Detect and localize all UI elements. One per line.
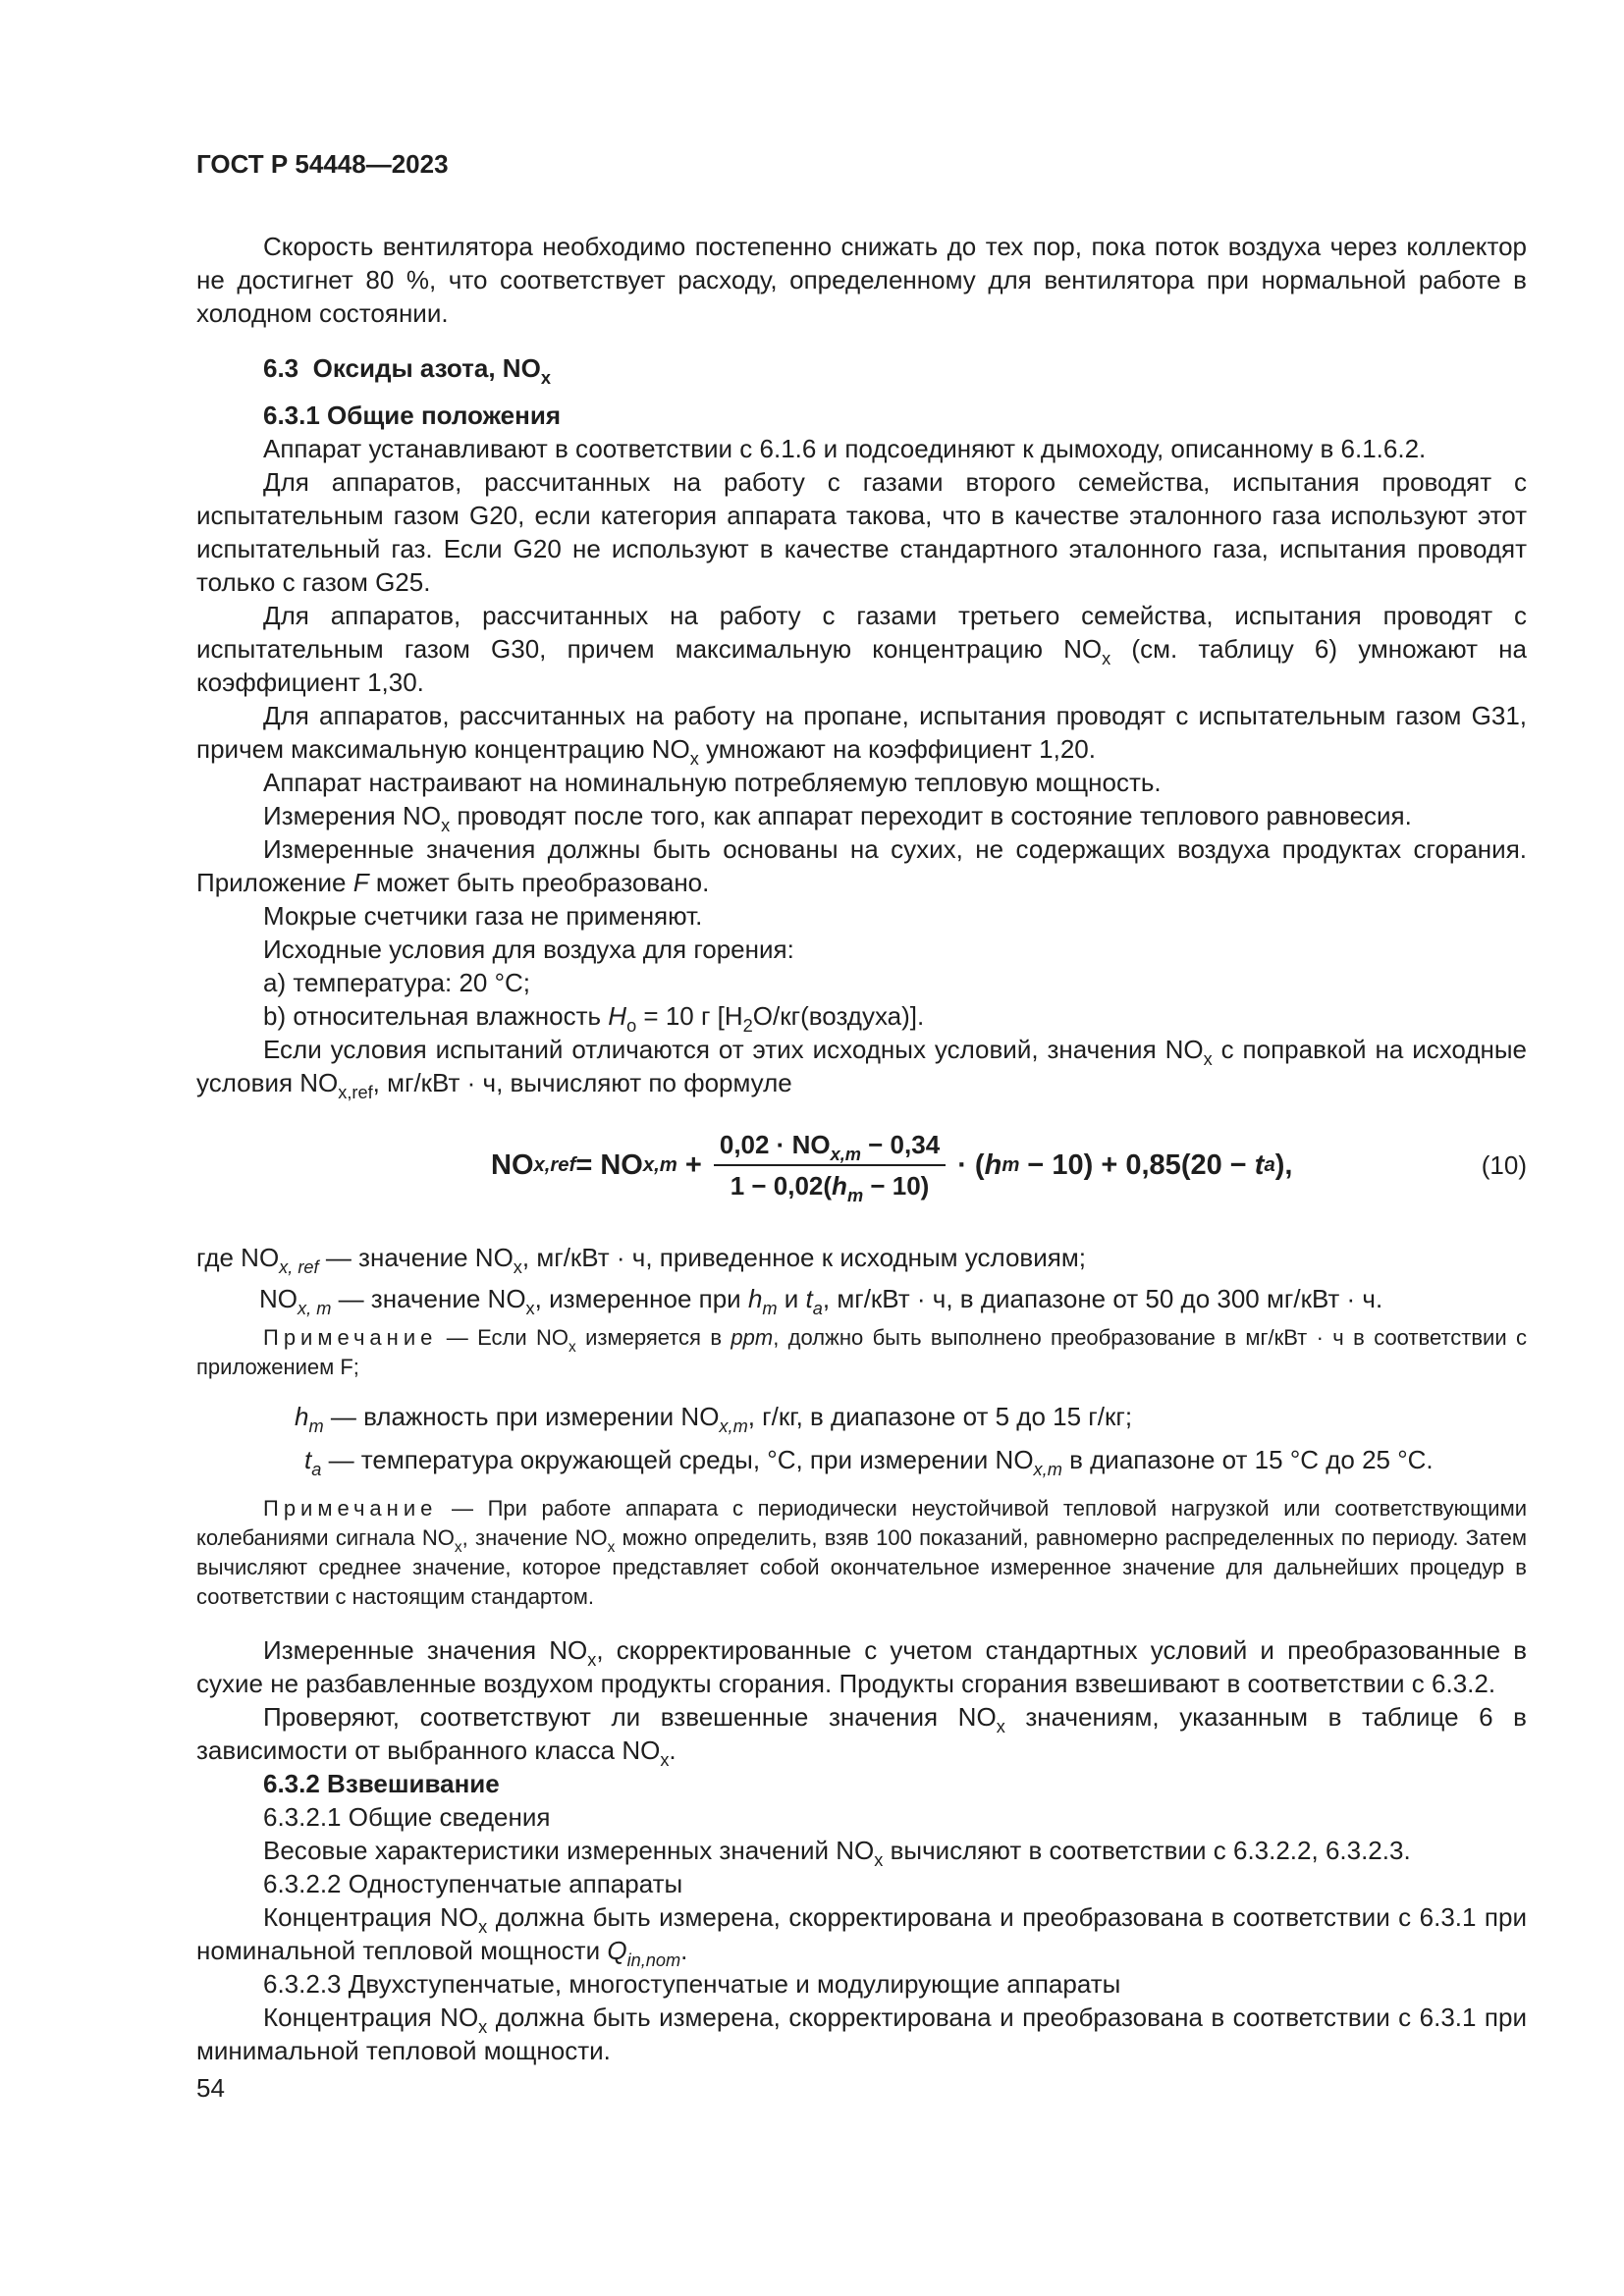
heading-6-3-1: 6.3.1 Общие положения <box>263 400 561 430</box>
paragraph-3: Для аппаратов, рассчитанных на работу с газами третьего семейства, испытания проводят с испытательным газом G30, причем максимальную концентрацию $NO_x$ (см. таблицу 6) умножают на коэффициент 1,30. <box>196 601 1527 697</box>
heading-6-3-2-1: 6.3.2.1 Общие сведения <box>263 1802 551 1832</box>
formula-number: (10) <box>1481 1150 1527 1180</box>
paragraph-7: Измеренные значения должны быть основаны на сухих, не содержащих воздуха продуктах сгорания. Приложение F может быть преобразовано. <box>196 834 1527 897</box>
paragraph-intro: Скорость вентилятора необходимо постепенно снижать до тех пор, пока поток воздуха через коллектор не достигнет 80 %, что соответствует расходу, определенному для вентилятора при нормальной работе в холодном состоянии. <box>196 232 1527 328</box>
paragraph-15: Весовые характеристики измеренных значений $NO_x$ вычисляют в соответствии с 6.3.2.2, 6.3.2.3. <box>263 1836 1411 1870</box>
paragraph-17: Концентрация $NO_x$ должна быть измерена, скорректирована и преобразована в соответствии с 6.3.1 при минимальной тепловой мощности. <box>196 2002 1527 2065</box>
note-2: Примечание — При работе аппарата с периодически неустойчивой тепловой нагрузкой или соответствующими колебаниями сигнала $NO_x$, значение $NO_x$ можно определить, взяв 100 показаний, равномерно распределенных по периоду. Затем вычисляют среднее значение, которое представляет собой окончательное измеренное значение для дальнейших процедур в соответствии с настоящим стандартом. <box>196 1496 1527 1609</box>
paragraph-8: Мокрые счетчики газа не применяют. <box>263 901 703 931</box>
heading-6-3-2-3: 6.3.2.3 Двухступенчатые, многоступенчатые и модулирующие аппараты <box>263 1969 1121 1999</box>
paragraph-2: Для аппаратов, рассчитанных на работу с газами второго семейства, испытания проводят с испытательным газом G20, если категория аппарата такова, что в качестве эталонного газа используют этот испытательный газ. Если G20 не используют в качестве стандартного эталонного газа, испытания проводят только с газом G25. <box>196 467 1527 597</box>
heading-6-3: 6.3 Оксиды азота, $NO_x$ <box>263 353 551 388</box>
note-1: Примечание — Если $NO_x$ измеряется в ppm, должно быть выполнено преобразование в мг/кВт · ч в соответствии с приложением F; <box>196 1325 1527 1379</box>
paragraph-1: Аппарат устанавливают в соответствии с 6.1.6 и подсоединяют к дымоходу, описанному в 6.1.6.2. <box>263 434 1427 463</box>
formula-expression: NO x,ref = NO x,m + $\frac{0,02 \cdot NO_{x,m} - 0,34}{1 - 0,02(h_m - 10)}$ · ( h m − 10) + 0,85(20 − t a ), <box>491 1130 1293 1205</box>
heading-6-3-2: 6.3.2 Взвешивание <box>263 1769 500 1798</box>
list-item-b: b) относительная влажность $H_o = 10$ г $[H_2O/кг(воздуха)]$. <box>263 1001 925 1036</box>
paragraph-4: Для аппаратов, рассчитанных на работу на пропане, испытания проводят с испытательным газом G31, причем максимальную концентрацию $NO_x$ умножают на коэффициент 1,20. <box>196 701 1527 769</box>
page-number: 54 <box>196 2073 225 2103</box>
formula-10 <box>196 1111 1527 1219</box>
paragraph-12: Если условия испытаний отличаются от этих исходных условий, значения $NO_x$ с поправкой на исходные условия $NO_{x,ref}$, мг/кВт · ч, вычисляют по формуле <box>196 1035 1528 1102</box>
paragraph-13: Измеренные значения $NO_x$, скорректированные с учетом стандартных условий и преобразованные в сухие не разбавленные воздухом продукты сгорания. Продукты сгорания взвешивают в соответствии с 6.3.2. <box>196 1635 1528 1698</box>
heading-6-3-2-2: 6.3.2.2 Одноступенчатые аппараты <box>263 1869 683 1898</box>
where-ref: где $NO_{x, ref}$ — значение $NO_x$, мг/кВт · ч, приведенное к исходным условиям; <box>196 1243 1086 1277</box>
paragraph-14: Проверяют, соответствуют ли взвешенные значения $NO_x$ значениям, указанным в таблице 6 в зависимости от выбранного класса $NO_x$. <box>196 1702 1527 1770</box>
paragraph-5: Аппарат настраивают на номинальную потребляемую тепловую мощность. <box>263 768 1162 797</box>
formula-fraction: $\frac{0,02 \cdot NO_{x,m} - 0,34}{1 - 0,02(h_m - 10)}$ <box>714 1128 946 1202</box>
paragraph-6: Измерения $NO_x$ проводят после того, как аппарат переходит в состояние теплового равновесия. <box>263 801 1412 835</box>
where-temperature: $t_a$ — температура окружающей среды, °С, при измерении $NO_{x,m}$ в диапазоне от 15 °С до 25 °С. <box>304 1445 1434 1479</box>
list-item-a: a) температура: 20 °С; <box>263 968 530 997</box>
where-humidity: $h_m$ — влажность при измерении $NO_{x,m}$, г/кг, в диапазоне от 5 до 15 г/кг; <box>295 1402 1133 1436</box>
paragraph-9: Исходные условия для воздуха для горения: <box>263 934 794 964</box>
paragraph-16: Концентрация $NO_x$ должна быть измерена, скорректирована и преобразована в соответствии с 6.3.1 при номинальной тепловой мощности $Q_{in,nom}$. <box>196 1902 1527 1970</box>
where-measured: $NO_{x, m}$ — значение $NO_x$, измеренное при $h_m$ и $t_a$, мг/кВт · ч, в диапазоне от 50 до 300 мг/кВт · ч. <box>259 1284 1383 1318</box>
page <box>196 147 1527 2067</box>
document-header: ГОСТ Р 54448—2023 <box>196 149 449 179</box>
